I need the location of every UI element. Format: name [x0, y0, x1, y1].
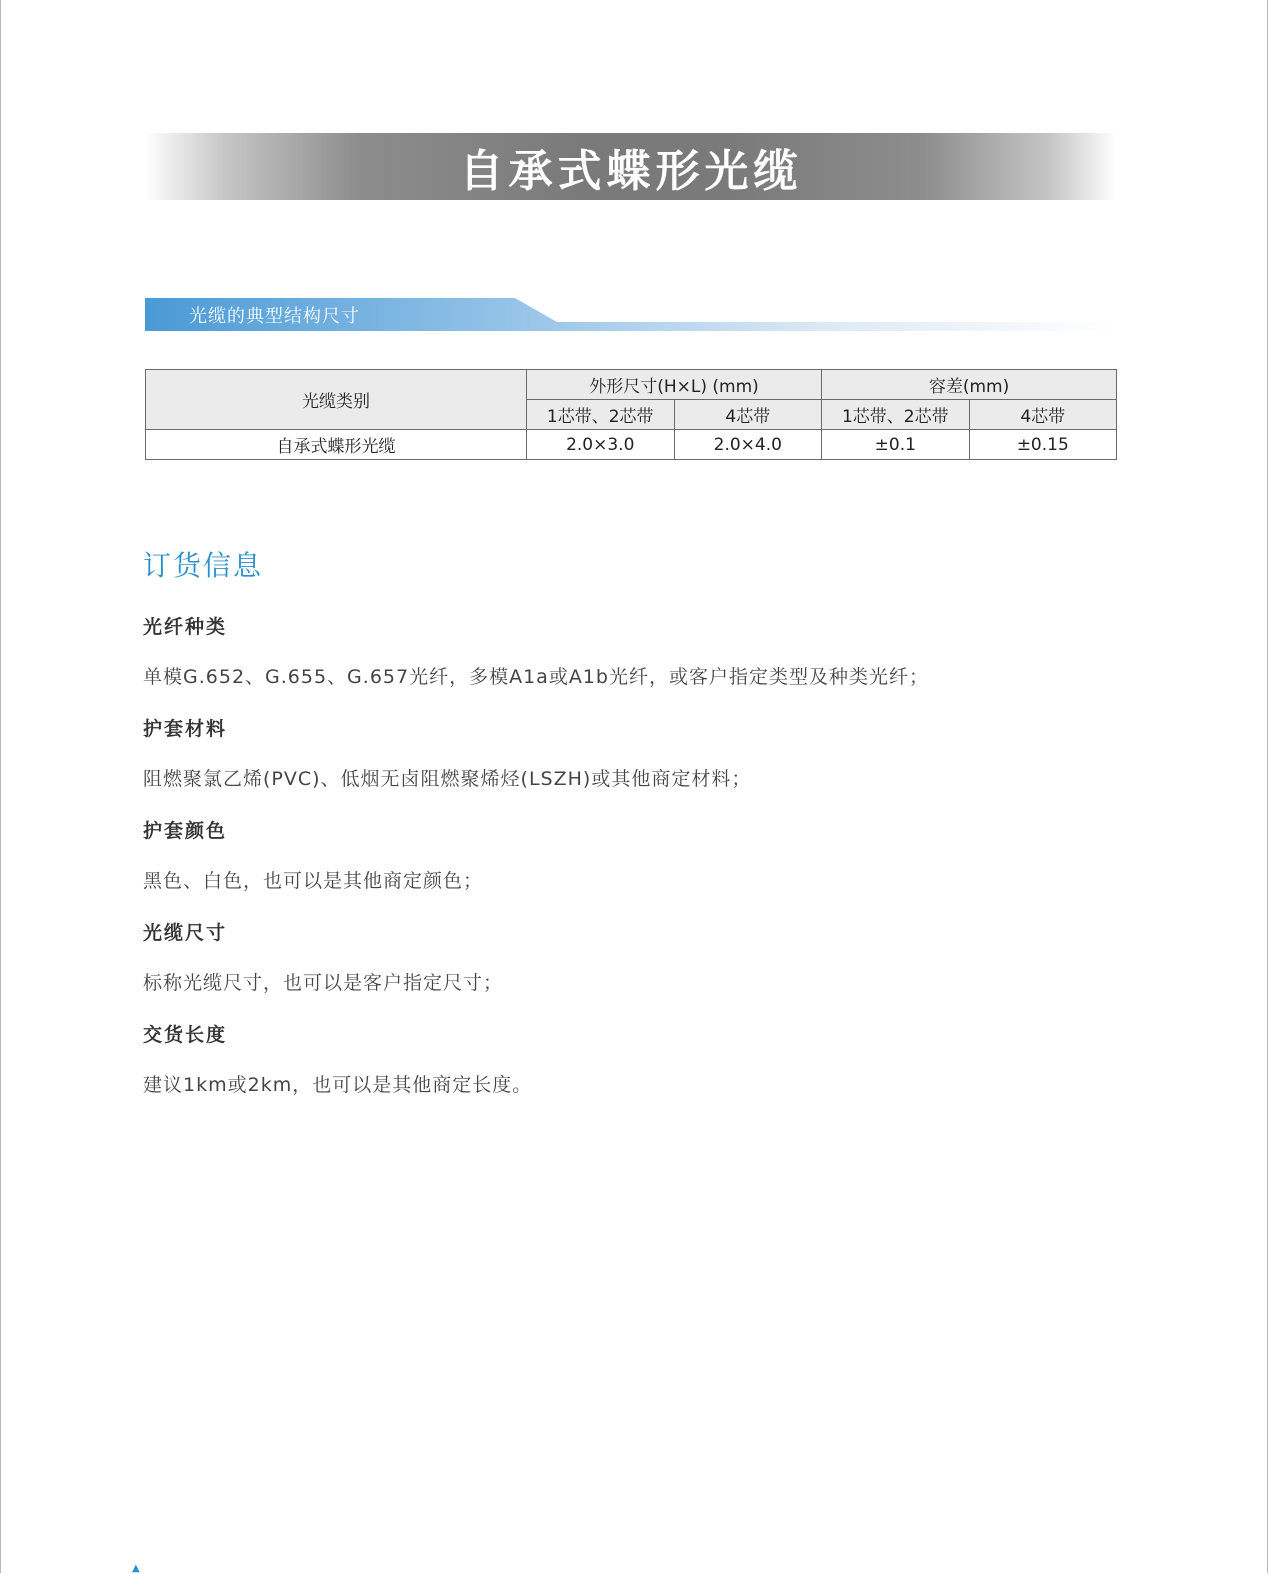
- fiber-type-title: 光纤种类: [143, 616, 228, 638]
- cable-size-text: 标称光缆尺寸，也可以是客户指定尺寸；: [143, 972, 504, 994]
- sheath-material-text: 阻燃聚氯乙烯(PVC)、低烟无卤阻燃聚烯烃(LSZH)或其他商定材料；: [143, 768, 752, 790]
- cell-size-4: 2.0×4.0: [674, 430, 822, 460]
- cell-size-1-2: 2.0×3.0: [526, 430, 674, 460]
- table-row: [146, 430, 1117, 460]
- subheader-tol-4: 4芯带: [969, 400, 1117, 430]
- header-outer-size: 外形尺寸(H×L) (mm): [526, 370, 821, 400]
- corner-mark-icon: ▲: [132, 1563, 140, 1574]
- cell-tol-1-2: ±0.1: [822, 430, 969, 460]
- subheader-size-1-2: 1芯带、2芯带: [526, 400, 674, 430]
- cell-cable-type: 自承式蝶形光缆: [146, 430, 527, 460]
- fiber-type-text: 单模G.652、G.655、G.657光纤，多模A1a或A1b光纤，或客户指定类型及种类光纤；: [143, 666, 929, 688]
- structure-size-table: [145, 369, 1117, 460]
- page-title: 自承式蝶形光缆: [459, 145, 803, 197]
- header-tolerance: 容差(mm): [822, 370, 1117, 400]
- header-cable-type: 光缆类别: [146, 370, 527, 430]
- subheader-size-4: 4芯带: [674, 400, 822, 430]
- cable-size-title: 光缆尺寸: [143, 922, 228, 944]
- subheader-tol-1-2: 1芯带、2芯带: [822, 400, 969, 430]
- cell-tol-4: ±0.15: [969, 430, 1117, 460]
- sheath-material-title: 护套材料: [143, 718, 228, 740]
- table-header-row: [146, 370, 1117, 400]
- delivery-length-title: 交货长度: [143, 1024, 228, 1046]
- title-banner: [145, 133, 1117, 200]
- delivery-length-text: 建议1km或2km，也可以是其他商定长度。: [143, 1074, 533, 1096]
- section-header-bar: [145, 298, 1115, 331]
- section-title: 光缆的典型结构尺寸: [189, 306, 360, 327]
- order-info-heading: 订货信息: [143, 549, 264, 582]
- sheath-color-text: 黑色、白色，也可以是其他商定颜色；: [143, 870, 484, 892]
- sheath-color-title: 护套颜色: [143, 820, 228, 842]
